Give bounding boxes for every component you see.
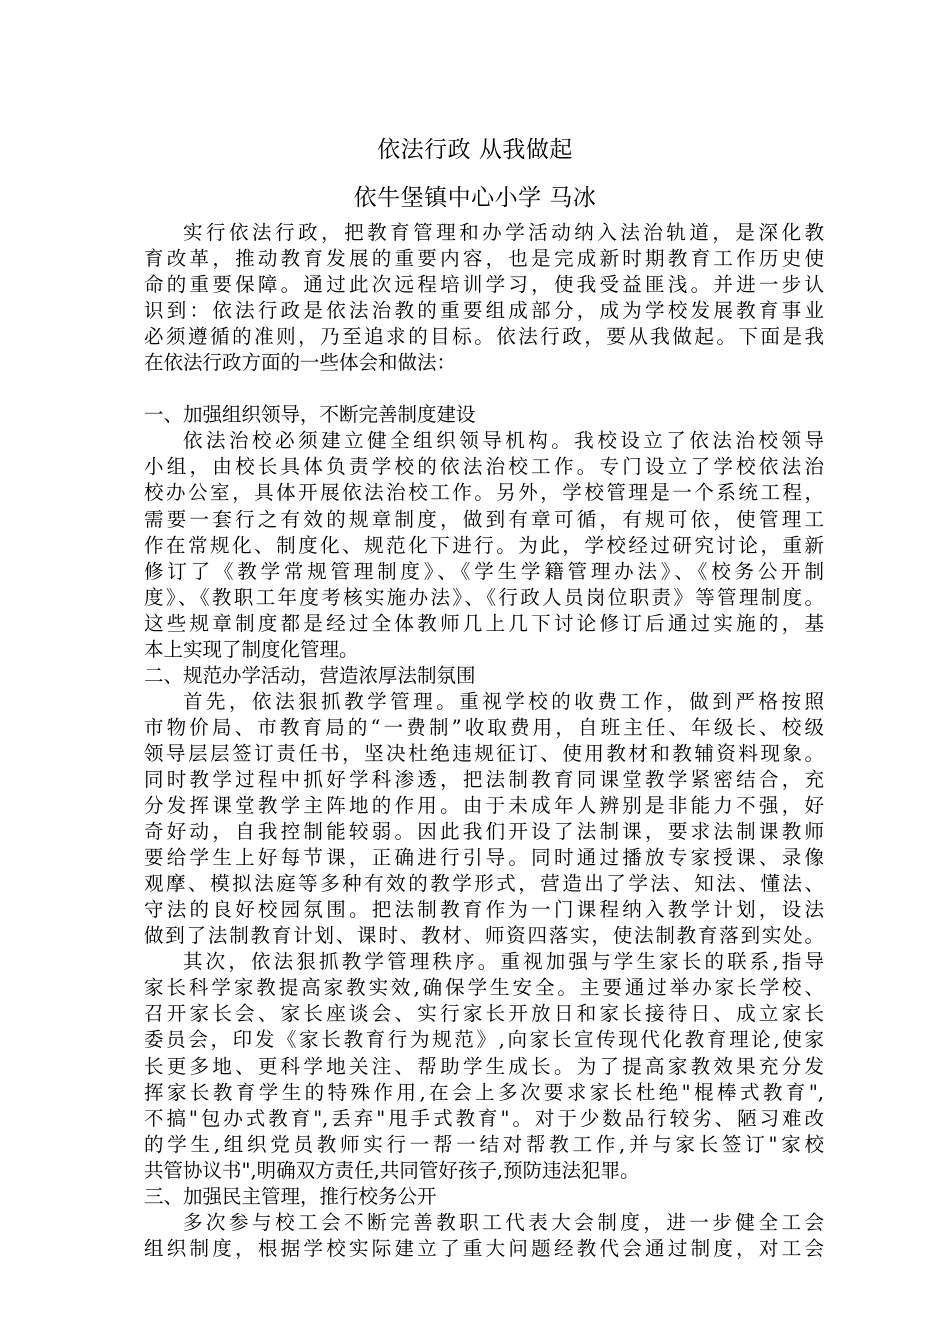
text-line: 市物价局、市教育局的“一费制”收取费用，自班主任、年级长、校级: [144, 715, 824, 739]
text-line: 不搞"包办式教育",丢弃"甩手式教育"。对于少数品行较劣、陋习难改: [144, 1106, 824, 1130]
text-line: 本上实现了制度化管理。: [144, 637, 359, 661]
text-line: 共管协议书",明确双方责任,共同管好孩子,预防违法犯罪。: [144, 1158, 640, 1182]
author-line: 依牛堡镇中心小学 马冰: [353, 185, 597, 211]
text-line: 长更多地、更科学地关注、帮助学生成长。为了提高家教效果充分发: [144, 1054, 824, 1078]
text-line: 实行依法行政，把教育管理和办学活动纳入法治轨道，是深化教: [183, 221, 824, 244]
text-line: 识到：依法行政是依法治教的重要组成部分，成为学校发展教育事业: [144, 299, 824, 323]
text-line: 育改革，推动教育发展的重要内容，也是完成新时期教育工作历史使: [144, 247, 824, 271]
text-line: 领导层层签订责任书，坚决杜绝违规征订、使用教材和教辅资料现象。: [144, 741, 824, 765]
text-line: 召开家长会、家长座谈会、实行家长开放日和家长接待日、成立家长: [144, 1002, 824, 1026]
section-heading: 三、加强民主管理，推行校务公开: [144, 1184, 437, 1208]
text-line: 依法治校必须建立健全组织领导机构。我校设立了依法治校领导: [183, 429, 824, 453]
text-line: 需要一套行之有效的规章制度，做到有章可循，有规可依，使管理工: [144, 507, 824, 531]
section-heading: 二、规范办学活动，营造浓厚法制氛围: [144, 663, 476, 687]
text-line: 守法的良好校园氛围。把法制教育作为一门课程纳入教学计划，设法: [144, 898, 824, 922]
text-line: 必须遵循的准则，乃至追求的目标。依法行政，要从我做起。下面是我: [144, 325, 824, 349]
text-line: 首先，依法狠抓教学管理。重视学校的收费工作，做到严格按照: [183, 689, 824, 713]
text-line: 小组，由校长具体负责学校的依法治校工作。专门设立了学校依法治: [144, 455, 824, 479]
text-line: 多次参与校工会不断完善教职工代表大会制度，进一步健全工会: [183, 1210, 824, 1234]
text-line: 命的重要保障。通过此次远程培训学习，使我受益匪浅。并进一步认: [144, 273, 824, 297]
text-line: 作在常规化、制度化、规范化下进行。为此，学校经过研究讨论，重新: [144, 533, 824, 557]
text-line: 在依法行政方面的一些体会和做法：: [144, 351, 457, 375]
text-line: 做到了法制教育计划、课时、教材、师资四落实，使法制教育落到实处。: [144, 924, 824, 948]
text-line: 挥家长教育学生的特殊作用,在会上多次要求家长杜绝"棍棒式教育",: [144, 1080, 824, 1104]
text-line: 观摩、模拟法庭等多种有效的教学形式，营造出了学法、知法、懂法、: [144, 872, 824, 896]
text-line: 家长科学家教提高家教实效,确保学生安全。主要通过举办家长学校、: [144, 976, 824, 1000]
text-line: 分发挥课堂教学主阵地的作用。由于未成年人辨别是非能力不强，好: [144, 794, 824, 818]
document-body: [144, 220, 824, 1262]
text-line: 的学生,组织党员教师实行一帮一结对帮教工作,并与家长签订"家校: [144, 1132, 824, 1156]
section-heading: 一、加强组织领导，不断完善制度建设: [144, 403, 476, 427]
text-line: 度》、《教职工年度考核实施办法》、《行政人员岗位职责》等管理制度。: [144, 585, 824, 609]
blank-line: [144, 376, 824, 402]
text-line: 其次，依法狠抓教学管理秩序。重视加强与学生家长的联系,指导: [183, 950, 824, 974]
text-line: 同时教学过程中抓好学科渗透，把法制教育同课堂教学紧密结合，充: [144, 767, 824, 791]
text-line: 这些规章制度都是经过全体教师几上几下讨论修订后通过实施的，基: [144, 611, 824, 635]
text-line: 组织制度，根据学校实际建立了重大问题经教代会通过制度，对工会: [144, 1236, 824, 1260]
document-title: 依法行政 从我做起: [377, 137, 573, 163]
text-line: 修订了《教学常规管理制度》、《学生学籍管理办法》、《校务公开制: [144, 559, 824, 583]
text-line: 要给学生上好每节课，正确进行引导。同时通过播放专家授课、录像: [144, 846, 824, 870]
text-line: 委员会，印发《家长教育行为规范》,向家长宣传现代化教育理论,使家: [144, 1028, 824, 1052]
text-line: 奇好动，自我控制能较弱。因此我们开设了法制课，要求法制课教师: [144, 820, 824, 844]
text-line: 校办公室，具体开展依法治校工作。另外，学校管理是一个系统工程，: [144, 481, 824, 505]
